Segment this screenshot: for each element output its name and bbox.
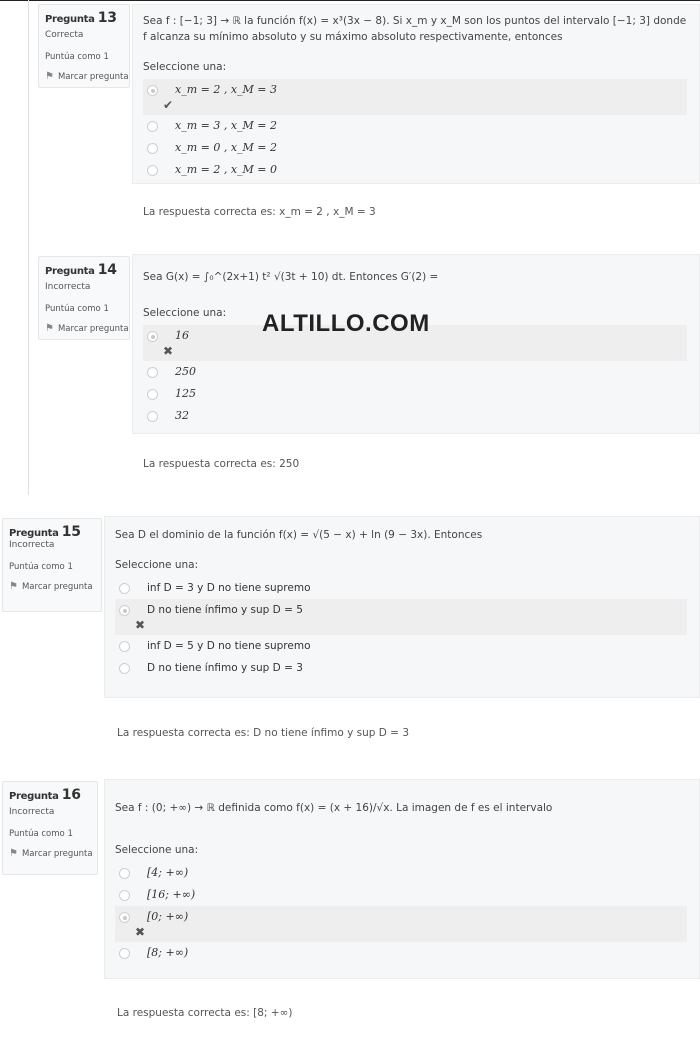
answer-option[interactable]: [16; +∞) bbox=[115, 884, 687, 906]
answer-option[interactable]: 32 bbox=[143, 405, 687, 427]
question-number: Pregunta 16 bbox=[9, 787, 81, 803]
flag-question-link[interactable]: ⚑ Marcar pregunta bbox=[9, 581, 93, 592]
radio-button[interactable] bbox=[147, 389, 158, 400]
radio-button[interactable] bbox=[147, 121, 158, 132]
answer-option[interactable]: [8; +∞) bbox=[115, 942, 687, 964]
answer-option[interactable]: x_m = 0 , x_M = 2 bbox=[143, 137, 687, 159]
question-text: Sea G(x) = ∫₀^(2x+1) t² √(3t + 10) dt. Entonces G′(2) = bbox=[143, 271, 439, 283]
flag-question-link[interactable]: ⚑ Marcar pregunta bbox=[45, 71, 129, 82]
question-info-15 bbox=[2, 518, 102, 612]
question-grade: Puntúa como 1 bbox=[9, 562, 73, 572]
radio-button[interactable] bbox=[147, 331, 158, 342]
radio-button[interactable] bbox=[119, 583, 130, 594]
answer-option[interactable]: D no tiene ínfimo y sup D = 5 ✖ bbox=[115, 599, 687, 635]
answer-option[interactable]: 16 ✖ bbox=[143, 325, 687, 361]
answer-option[interactable]: x_m = 2 , x_M = 3 ✔ bbox=[143, 79, 687, 115]
flag-icon: ⚑ bbox=[45, 323, 54, 334]
radio-button[interactable] bbox=[119, 868, 130, 879]
answer-option[interactable]: [4; +∞) bbox=[115, 862, 687, 884]
radio-button[interactable] bbox=[147, 143, 158, 154]
radio-button[interactable] bbox=[119, 948, 130, 959]
answer-option[interactable]: x_m = 2 , x_M = 0 bbox=[143, 159, 687, 181]
question-content-13 bbox=[132, 4, 700, 184]
question-content-15 bbox=[104, 516, 700, 698]
question-info-16 bbox=[2, 781, 98, 875]
flag-icon: ⚑ bbox=[9, 848, 18, 859]
answer-option[interactable]: 250 bbox=[143, 361, 687, 383]
question-grade: Puntúa como 1 bbox=[45, 52, 109, 62]
question-text: Sea D el dominio de la función f(x) = √(5 − x) + ln (9 − 3x). Entonces bbox=[115, 529, 483, 541]
question-content-16 bbox=[104, 779, 700, 979]
select-prompt: Seleccione una: bbox=[143, 61, 227, 73]
flag-icon: ⚑ bbox=[9, 581, 18, 592]
question-number: Pregunta 14 bbox=[45, 262, 117, 278]
correct-answer-feedback: La respuesta correcta es: D no tiene ínfimo y sup D = 3 bbox=[117, 727, 410, 739]
correct-answer-feedback: La respuesta correcta es: x_m = 2 , x_M = 3 bbox=[143, 206, 376, 218]
question-content-14 bbox=[132, 254, 700, 434]
cross-icon: ✖ bbox=[135, 925, 146, 939]
check-icon: ✔ bbox=[163, 98, 174, 112]
question-info-14 bbox=[38, 256, 130, 340]
radio-button[interactable] bbox=[119, 912, 130, 923]
radio-button[interactable] bbox=[147, 411, 158, 422]
radio-button[interactable] bbox=[119, 605, 130, 616]
question-grade: Puntúa como 1 bbox=[45, 304, 109, 314]
question-number: Pregunta 15 bbox=[9, 524, 81, 540]
select-prompt: Seleccione una: bbox=[115, 559, 199, 571]
question-state: Incorrecta bbox=[45, 282, 91, 292]
answer-option[interactable]: inf D = 3 y D no tiene supremo bbox=[115, 577, 687, 599]
select-prompt: Seleccione una: bbox=[115, 844, 199, 856]
select-prompt: Seleccione una: bbox=[143, 307, 227, 319]
answer-option[interactable]: inf D = 5 y D no tiene supremo bbox=[115, 635, 687, 657]
question-number: Pregunta 13 bbox=[45, 10, 117, 26]
question-grade: Puntúa como 1 bbox=[9, 829, 73, 839]
question-info-13 bbox=[38, 4, 130, 88]
radio-button[interactable] bbox=[119, 641, 130, 652]
radio-button[interactable] bbox=[119, 663, 130, 674]
cross-icon: ✖ bbox=[163, 344, 174, 358]
answer-option[interactable]: D no tiene ínfimo y sup D = 3 bbox=[115, 657, 687, 679]
question-text: Sea f : [−1; 3] → ℝ la función f(x) = x³(3x − 8). Si x_m y x_M son los puntos del intervalo [−1; 3] donde f alcanza su mínimo absoluto y su máximo absoluto respectivamente, entonces bbox=[143, 15, 687, 43]
question-text: Sea f : (0; +∞) → ℝ definida como f(x) = (x + 16)/√x. La imagen de f es el intervalo bbox=[115, 802, 553, 814]
question-state: Incorrecta bbox=[9, 540, 55, 550]
question-state: Incorrecta bbox=[9, 807, 55, 817]
left-divider bbox=[28, 0, 29, 495]
top-border bbox=[0, 0, 700, 1]
answer-option[interactable]: 125 bbox=[143, 383, 687, 405]
flag-question-link[interactable]: ⚑ Marcar pregunta bbox=[9, 848, 93, 859]
correct-answer-feedback: La respuesta correcta es: 250 bbox=[143, 458, 300, 470]
answer-option[interactable]: [0; +∞) ✖ bbox=[115, 906, 687, 942]
question-state: Correcta bbox=[45, 30, 84, 40]
radio-button[interactable] bbox=[147, 85, 158, 96]
radio-button[interactable] bbox=[147, 367, 158, 378]
flag-icon: ⚑ bbox=[45, 71, 54, 82]
cross-icon: ✖ bbox=[135, 618, 146, 632]
answer-option[interactable]: x_m = 3 , x_M = 2 bbox=[143, 115, 687, 137]
radio-button[interactable] bbox=[147, 165, 158, 176]
flag-question-link[interactable]: ⚑ Marcar pregunta bbox=[45, 323, 129, 334]
watermark: ALTILLO.COM bbox=[262, 310, 430, 337]
correct-answer-feedback: La respuesta correcta es: [8; +∞) bbox=[117, 1007, 293, 1019]
radio-button[interactable] bbox=[119, 890, 130, 901]
